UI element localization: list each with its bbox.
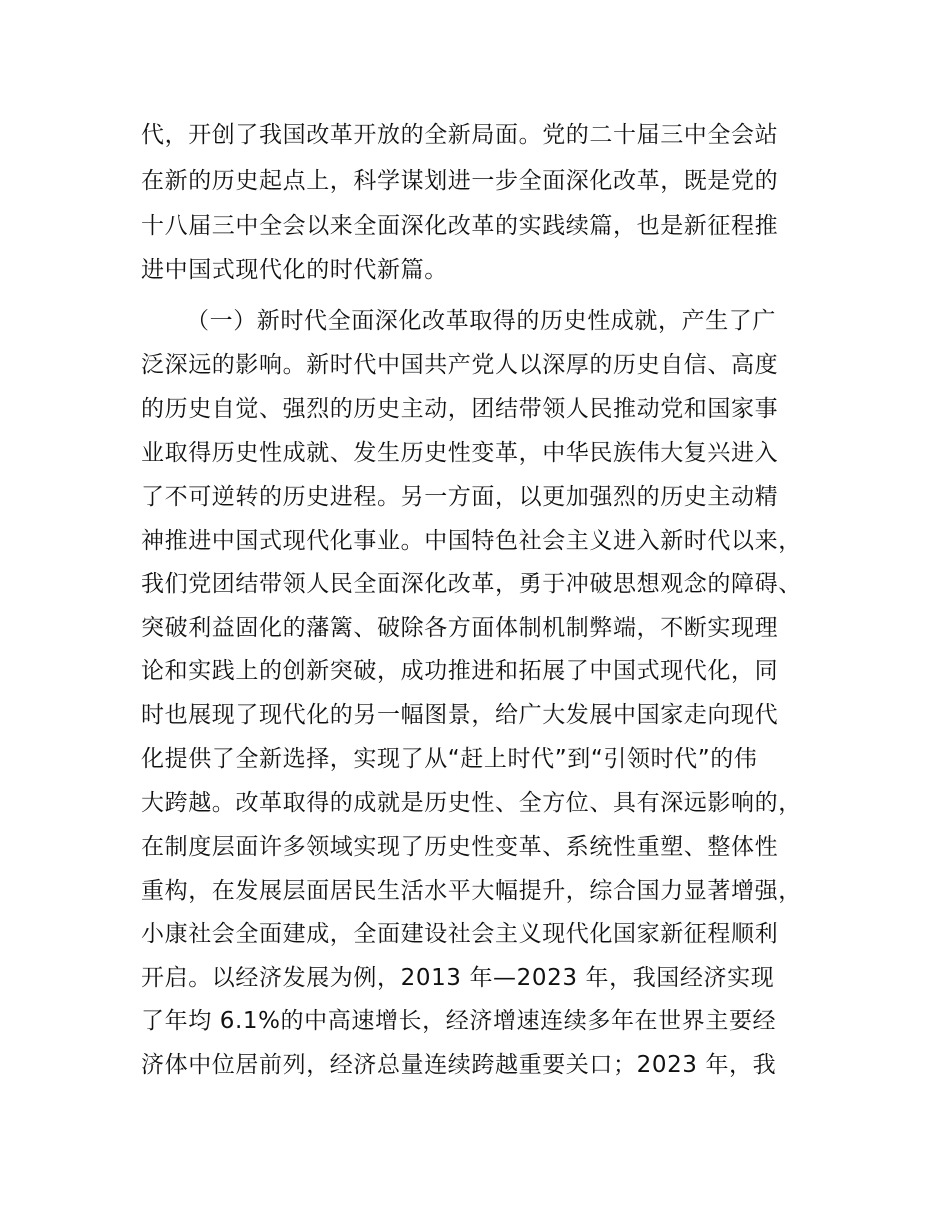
text-line: 突破利益固化的藩篱、破除各方面体制机制弊端，不断实现理	[141, 615, 779, 641]
text-line: 了年均 6.1%的中高速增长，经济增速连续多年在世界主要经	[141, 1008, 777, 1034]
text-line: 业取得历史性成就、发生历史性变革，中华民族伟大复兴进入	[141, 440, 779, 466]
text-line: 了不可逆转的历史进程。另一方面，以更加强烈的历史主动精	[141, 484, 779, 510]
text-line: 我们党团结带领人民全面深化改革，勇于冲破思想观念的障碍、	[141, 571, 802, 597]
text-line: 在新的历史起点上，科学谋划进一步全面深化改革，既是党的	[141, 168, 779, 194]
text-line: 时也展现了现代化的另一幅图景，给广大发展中国家走向现代	[141, 702, 779, 728]
text-line: 开启。以经济发展为例，2013 年—2023 年，我国经济实现	[141, 965, 775, 991]
text-line: 十八届三中全会以来全面深化改革的实践续篇，也是新征程推	[141, 213, 779, 239]
text-line: 重构，在发展层面居民生活水平大幅提升，综合国力显著增强，	[141, 878, 802, 904]
text-line: 济体中位居前列，经济总量连续跨越重要关口；2023 年，我	[141, 1052, 777, 1078]
text-line: 大跨越。改革取得的成就是历史性、全方位、具有深远影响的，	[141, 790, 802, 816]
text-line: 在制度层面许多领域实现了历史性变革、系统性重塑、整体性	[141, 834, 779, 860]
text-line: 的历史自觉、强烈的历史主动，团结带领人民推动党和国家事	[141, 396, 779, 422]
text-line: 神推进中国式现代化事业。中国特色社会主义进入新时代以来，	[141, 528, 802, 554]
paragraph-heading-line: （一）新时代全面深化改革取得的历史性成就，产生了广	[186, 308, 776, 334]
text-line: 论和实践上的创新突破，成功推进和拓展了中国式现代化，同	[141, 658, 779, 684]
text-line: 代，开创了我国改革开放的全新局面。党的二十届三中全会站	[141, 122, 779, 148]
text-line: 泛深远的影响。新时代中国共产党人以深厚的历史自信、高度	[141, 352, 779, 378]
text-line: 进中国式现代化的时代新篇。	[141, 257, 448, 283]
text-line: 化提供了全新选择，实现了从“赶上时代”到“引领时代”的伟	[141, 746, 758, 772]
text-line: 小康社会全面建成，全面建设社会主义现代化国家新征程顺利	[141, 921, 779, 947]
